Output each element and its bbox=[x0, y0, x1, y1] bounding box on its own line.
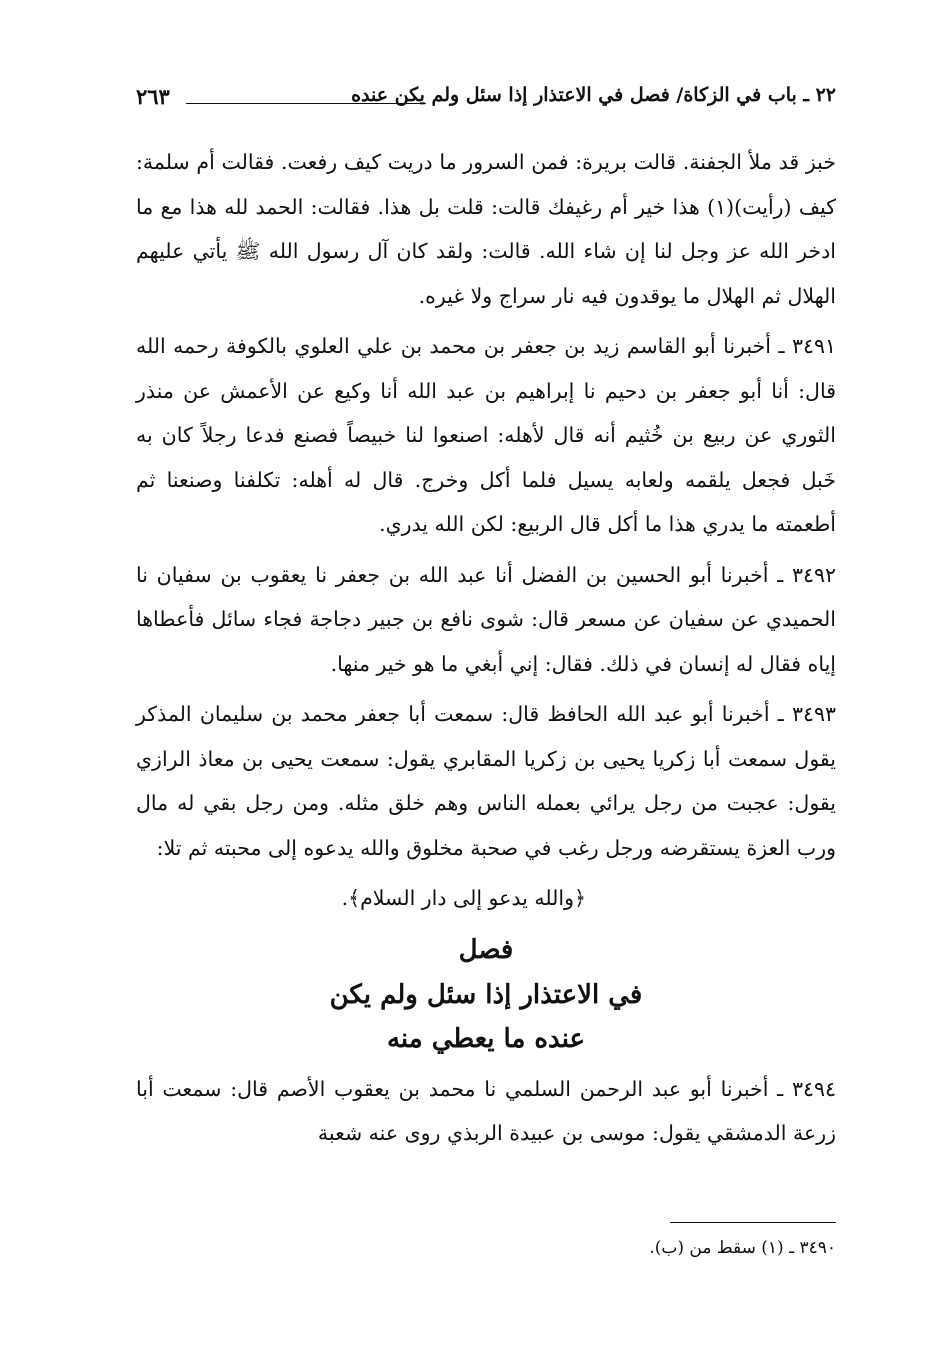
section-heading bbox=[136, 927, 836, 1061]
hadith-3491 bbox=[136, 324, 836, 547]
hadith-text: أخبرنا أبو عبد الرحمن السلمي نا محمد بن يعقوب الأصم قال: سمعت أبا زرعة الدمشقي يقول: موسى بن عبيدة الربذي روى عنه شعبة bbox=[136, 1076, 836, 1145]
footnote-rule bbox=[670, 1222, 836, 1223]
hadith-3494 bbox=[136, 1067, 836, 1156]
hadith-number: ٣٤٩٤ ـ bbox=[777, 1076, 836, 1101]
main-text bbox=[136, 140, 836, 1162]
hadith-number: ٣٤٩٢ ـ bbox=[777, 562, 836, 587]
section-heading-line-3: عنده ما يعطي منه bbox=[386, 1023, 586, 1054]
hadith-text: أخبرنا أبو الحسين بن الفضل أنا عبد الله بن جعفر نا يعقوب بن سفيان نا الحميدي عن سفيان عن مسعر قال: شوى نافع بن جبير دجاجة فجاء سائل فأعطاها إياه فقال له إنسان في ذلك. فقال: إني أبغي ما هو خير منها. bbox=[136, 562, 836, 676]
hadith-3493 bbox=[136, 692, 836, 870]
hadith-text: أخبرنا أبو عبد الله الحافظ قال: سمعت أبا جعفر محمد بن سليمان المذكر يقول سمعت أبا زكريا يحيى بن زكريا المقابري يقول: سمعت يحيى بن معاذ الرازي يقول: عجبت من رجل يرائي بعمله الناس وهم خلق مثله. ومن رجل بقي له مال ورب العزة يستقرضه ورجل رغب في صحبة مخلوق والله يدعوه إلى محبته ثم تلا: bbox=[136, 702, 836, 860]
quran-verse: ﴿والله يدعو إلى دار السلام﴾. bbox=[341, 886, 586, 910]
header-rule bbox=[186, 103, 426, 104]
hadith-number: ٣٤٩١ ـ bbox=[778, 334, 836, 358]
hadith-3492 bbox=[136, 553, 836, 687]
hadith-number: ٣٤٩٣ ـ bbox=[777, 702, 836, 726]
running-title: ٢٢ ـ باب في الزكاة/ فصل في الاعتذار إذا سئل ولم يكن عنده bbox=[351, 84, 836, 106]
page-header bbox=[136, 84, 836, 118]
section-heading-line-2: في الاعتذار إذا سئل ولم يكن bbox=[329, 979, 643, 1010]
section-heading-line-1: فصل bbox=[458, 934, 514, 965]
footnote: ٣٤٩٠ ـ (١) سقط من (ب). bbox=[649, 1238, 836, 1258]
hadith-text: أخبرنا أبو القاسم زيد بن جعفر بن محمد بن علي العلوي بالكوفة رحمه الله قال: أنا أبو جعفر بن دحيم نا إبراهيم بن عبد الله أنا وكيع عن الأعمش عن منذر الثوري عن ربيع بن خُثيم أنه قال لأهله: اصنعوا لنا خبيصاً فصنع فدعا رجلاً كان به خَبل فجعل يلقمه ولعابه يسيل فلما أكل وخرج. قال له أهله: تكلفنا وصنعنا ثم أطعمته ما يدري هذا ما أكل قال الربيع: لكن الله يدري. bbox=[136, 334, 836, 536]
paragraph-continuation: خبز قد ملأ الجفنة. قالت بريرة: فمن السرور ما دريت كيف رفعت. فقالت أم سلمة: كيف (رأيت)(١) هذا خير أم رغيفك قالت: قلت بل هذا. فقالت: الحمد لله هذا مع ما ادخر الله عز وجل لنا إن شاء الله. قالت: ولقد كان آل رسول الله ﷺ يأتي عليهم الهلال ثم الهلال ما يوقدون فيه نار سراج ولا غيره. bbox=[136, 150, 836, 308]
page-number: ٢٦٣ bbox=[136, 84, 170, 109]
